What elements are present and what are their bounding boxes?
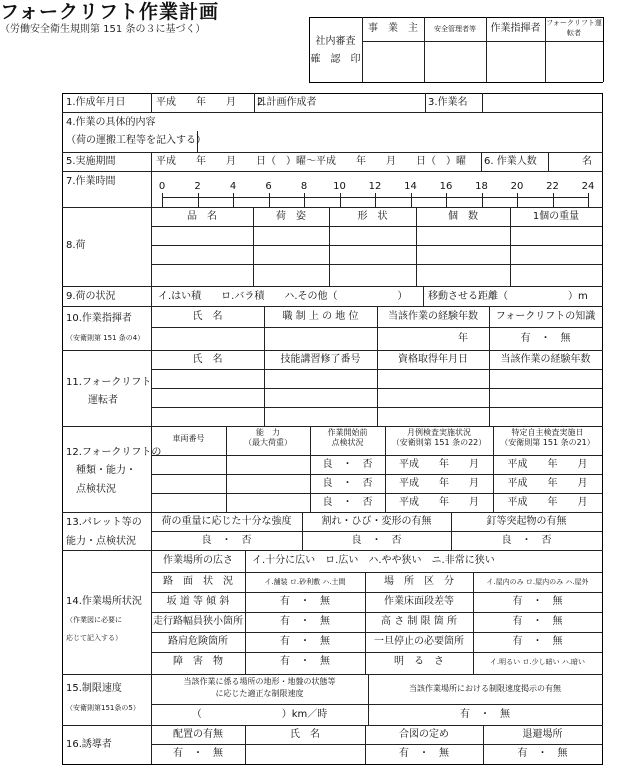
driver-col-name: 氏 名 bbox=[192, 354, 223, 365]
stamp-col-supervisor: 作業指揮者 bbox=[490, 23, 541, 34]
creator-field[interactable] bbox=[330, 94, 424, 111]
guide-col-signal: 合図の定め bbox=[399, 729, 449, 740]
hour-label: 10 bbox=[333, 181, 346, 192]
supervisor-col-position: 職 制 上 の 地 位 bbox=[282, 311, 359, 322]
site-item-choice[interactable]: イ.屋内のみ ロ.屋内のみ ハ.屋外 bbox=[486, 578, 589, 586]
site-item-label: 作業床面段差等 bbox=[384, 596, 454, 607]
hour-label: 0 bbox=[158, 181, 166, 192]
speed-header-1: 当該作業に係る場所の地形・地盤の状態等 bbox=[183, 677, 336, 686]
site-item-label: 坂 道 等 傾 斜 bbox=[166, 596, 230, 607]
site-note-2: 応じて記入する） bbox=[66, 634, 122, 642]
pallet-protrusion-choice[interactable]: 良 ・ 否 bbox=[501, 535, 552, 546]
site-item-label: 一旦停止の必要箇所 bbox=[374, 636, 464, 647]
guide-name-field[interactable] bbox=[246, 745, 364, 763]
driver-label: 11.フォークリフト bbox=[66, 377, 152, 388]
hour-label: 24 bbox=[581, 181, 595, 192]
supervisor-col-knowledge: フォークリフトの知識 bbox=[495, 311, 596, 322]
site-item-choice[interactable]: 有 ・ 無 bbox=[512, 596, 563, 607]
forklift-special-3[interactable]: 平成 年 月 bbox=[507, 497, 588, 508]
cargo-col-count: 個 数 bbox=[448, 211, 478, 222]
guide-col-placement: 配置の有無 bbox=[173, 729, 223, 740]
forklift-col-precheck: 作業開始前 点検状況 bbox=[327, 428, 368, 447]
site-item-choice[interactable]: 有 ・ 無 bbox=[280, 636, 330, 647]
work-content-label: 4.作業の具体的内容 bbox=[66, 117, 156, 128]
hour-label: 18 bbox=[475, 181, 488, 192]
supervisor-note: （安衛則第 151 条の4） bbox=[66, 334, 145, 342]
hour-tick bbox=[411, 193, 412, 207]
creator-label: 2.計画作成者 bbox=[257, 97, 317, 108]
move-distance-label[interactable]: 移動させる距離（ ）m bbox=[428, 291, 588, 302]
cargo-status-options[interactable]: イ.はい積 ロ.バラ積 ハ.その他（ ） bbox=[158, 291, 408, 302]
forklift-monthly-3[interactable]: 平成 年 月 bbox=[399, 497, 479, 508]
forklift-check-3[interactable]: 良 ・ 否 bbox=[322, 497, 373, 508]
site-item-choice[interactable]: 有 ・ 無 bbox=[280, 656, 330, 667]
workers-label: 6. 作業人数 bbox=[484, 156, 537, 167]
guide-signal-choice[interactable]: 有 ・ 無 bbox=[399, 748, 449, 759]
site-item-label: 場 所 区 分 bbox=[384, 576, 454, 587]
stamp-col-owner: 事 業 主 bbox=[368, 23, 418, 34]
site-area-label: 作業場所の広さ bbox=[163, 555, 233, 566]
cargo-status-label: 9.荷の状況 bbox=[66, 291, 116, 302]
forklift-check-2[interactable]: 良 ・ 否 bbox=[322, 478, 373, 489]
hour-tick bbox=[269, 193, 270, 207]
speed-value-field[interactable]: （ ）km／時 bbox=[191, 709, 328, 720]
guide-placement-choice[interactable]: 有 ・ 無 bbox=[173, 748, 223, 759]
guide-refuge-choice[interactable]: 有 ・ 無 bbox=[517, 748, 568, 759]
pallet-col-strength: 荷の重量に応じた十分な強度 bbox=[161, 516, 292, 527]
hour-tick bbox=[304, 193, 305, 207]
created-date-label: 1.作成年月日 bbox=[66, 97, 126, 108]
site-label: 14.作業場所状況 bbox=[66, 596, 142, 607]
site-item-choice[interactable]: 有 ・ 無 bbox=[512, 636, 563, 647]
forklift-label-2: 種類・能力・ bbox=[76, 465, 136, 476]
forklift-col-capacity: 能 力 （最大荷重） bbox=[244, 428, 292, 447]
site-item-label: 障 害 物 bbox=[173, 656, 223, 667]
work-content-field[interactable] bbox=[198, 113, 601, 151]
stamp-label-2: 確 認 印 bbox=[310, 54, 361, 65]
cargo-col-weight: 1個の重量 bbox=[532, 211, 580, 222]
speed-limit-note: （安衛則第151条の5） bbox=[66, 704, 140, 712]
hour-tick bbox=[375, 193, 376, 207]
forklift-col-monthly: 月例検査実施状況 （安衛則第 151 条の22） bbox=[391, 428, 487, 447]
guide-label: 16.誘導者 bbox=[66, 739, 112, 750]
forklift-label-3: 点検状況 bbox=[76, 484, 116, 495]
site-note-1: （作業図に必要に bbox=[66, 616, 122, 624]
supervisor-col-name: 氏 名 bbox=[192, 311, 223, 322]
created-date-field[interactable]: 平成 年 月 日 bbox=[156, 97, 266, 108]
forklift-check-1[interactable]: 良 ・ 否 bbox=[322, 459, 373, 470]
workers-unit: 名 bbox=[582, 156, 592, 167]
work-hours-label: 7.作業時間 bbox=[66, 176, 116, 187]
cargo-col-packing: 荷 姿 bbox=[276, 211, 306, 222]
work-name-field[interactable] bbox=[483, 94, 601, 111]
site-area-options[interactable]: イ.十分に広い ロ.広い ハ.やや狭い ニ.非常に狭い bbox=[252, 555, 495, 566]
hour-label: 14 bbox=[404, 181, 417, 192]
forklift-label: 12.フォークリフトの bbox=[66, 447, 162, 458]
hour-label: 16 bbox=[439, 181, 453, 192]
driver-col-acquired: 資格取得年月日 bbox=[398, 354, 468, 365]
work-name-label: 3.作業名 bbox=[428, 97, 468, 108]
pallet-label: 13.パレット等の bbox=[66, 517, 142, 528]
hour-tick bbox=[340, 193, 341, 207]
site-item-label: 走行路幅員狭小箇所 bbox=[153, 616, 243, 627]
driver-label-2: 運転者 bbox=[88, 395, 118, 406]
pallet-damage-choice[interactable]: 良 ・ 否 bbox=[351, 535, 402, 546]
forklift-monthly-2[interactable]: 平成 年 月 bbox=[399, 478, 479, 489]
supervisor-knowledge-choice[interactable]: 有 ・ 無 bbox=[520, 333, 571, 344]
forklift-monthly-1[interactable]: 平成 年 月 bbox=[399, 459, 479, 470]
period-field[interactable]: 平成 年 月 日（ ）曜～平成 年 月 日（ ）曜 bbox=[156, 156, 466, 167]
hour-label: 12 bbox=[368, 181, 382, 192]
driver-col-experience: 当該作業の経験年数 bbox=[500, 354, 591, 365]
cargo-col-name: 品 名 bbox=[187, 211, 217, 222]
site-item-label: 明 る さ bbox=[394, 656, 444, 667]
pallet-col-protrusion: 釘等突起物の有無 bbox=[486, 516, 567, 527]
forklift-col-special: 特定自主検査実施日 （安衛則第 151 条の21） bbox=[500, 428, 595, 447]
site-item-label: 路肩危険箇所 bbox=[168, 636, 228, 647]
hour-tick bbox=[588, 193, 589, 207]
hour-label: 22 bbox=[546, 181, 559, 192]
hour-tick bbox=[162, 193, 163, 207]
supervisor-col-experience: 当該作業の経験年数 bbox=[388, 311, 478, 322]
page-subtitle: （労働安全衛生規則第 151 条の３に基づく） bbox=[0, 24, 206, 35]
hour-tick bbox=[233, 193, 234, 207]
speed-posted-header: 当該作業場所における制限速度掲示の有無 bbox=[409, 684, 561, 693]
hour-tick bbox=[517, 193, 518, 207]
forklift-col-vehicle: 車両番号 bbox=[172, 434, 205, 443]
hour-tick bbox=[553, 193, 554, 207]
speed-limit-label: 15.制限速度 bbox=[66, 683, 122, 694]
hour-tick bbox=[446, 193, 447, 207]
forklift-special-1[interactable]: 平成 年 月 bbox=[507, 459, 588, 470]
period-label: 5.実施期間 bbox=[66, 156, 116, 167]
stamp-col-safety: 安全管理者等 bbox=[434, 25, 476, 33]
page-title: フォークリフト作業計画 bbox=[0, 1, 220, 23]
stamp-col-driver: フォークリフト運転者 bbox=[546, 19, 602, 37]
site-item-choice[interactable]: イ.舗装 ロ.砂利敷 ハ.土間 bbox=[264, 578, 346, 586]
hour-label: 2 bbox=[194, 181, 201, 192]
pallet-col-damage: 割れ・ひび・変形の有無 bbox=[321, 516, 432, 527]
site-item-choice[interactable]: 有 ・ 無 bbox=[512, 616, 563, 627]
site-item-label: 路 面 状 況 bbox=[163, 576, 233, 587]
hour-label: 20 bbox=[510, 181, 524, 192]
supervisor-label: 10.作業指揮者 bbox=[66, 313, 132, 324]
hour-tick bbox=[198, 193, 199, 207]
site-item-label: 高 さ 制 限 箇 所 bbox=[381, 616, 457, 627]
guide-col-name: 氏 名 bbox=[290, 729, 320, 740]
hour-label: 8 bbox=[300, 181, 308, 192]
supervisor-years-unit: 年 bbox=[458, 333, 468, 344]
hour-label: 4 bbox=[229, 181, 237, 192]
speed-header-2: に応じた適正な制限速度 bbox=[215, 689, 304, 698]
hour-label: 6 bbox=[265, 181, 272, 192]
guide-col-refuge: 退避場所 bbox=[522, 729, 563, 740]
pallet-label-2: 能力・点検状況 bbox=[66, 536, 136, 547]
hour-tick bbox=[482, 193, 483, 207]
speed-posted-choice[interactable]: 有 ・ 無 bbox=[460, 709, 510, 720]
work-content-note: （荷の運搬工程等を記入する） bbox=[66, 135, 206, 146]
forklift-special-2[interactable]: 平成 年 月 bbox=[507, 478, 588, 489]
site-item-choice[interactable]: イ.明るい ロ.少し暗い ハ.暗い bbox=[489, 658, 586, 666]
site-item-choice[interactable]: 有 ・ 無 bbox=[280, 616, 330, 627]
cargo-col-shape: 形 状 bbox=[357, 211, 388, 222]
cargo-label: 8.荷 bbox=[66, 240, 86, 251]
driver-col-license: 技能講習修了番号 bbox=[280, 354, 361, 365]
site-item-choice[interactable]: 有 ・ 無 bbox=[280, 596, 330, 607]
stamp-label-1: 社内審査 bbox=[315, 36, 356, 47]
pallet-strength-choice[interactable]: 良 ・ 否 bbox=[201, 535, 252, 546]
